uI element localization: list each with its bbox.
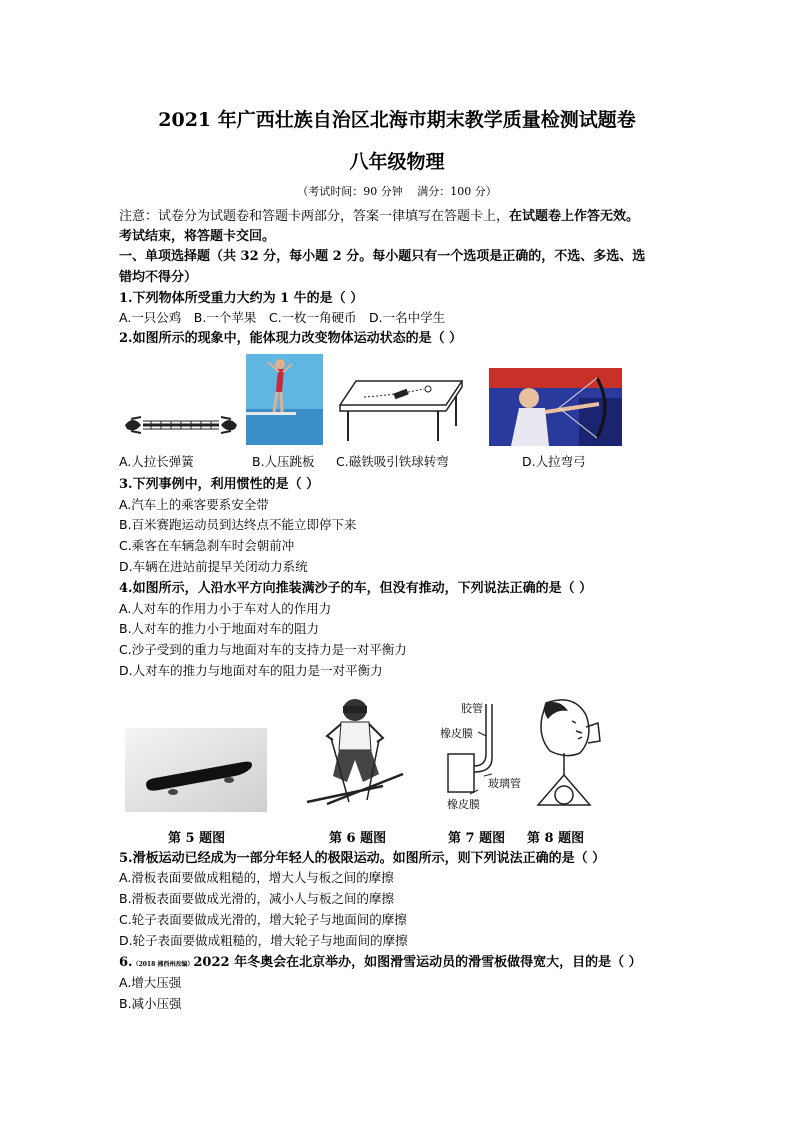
- q4-option-c: C.沙子受到的重力与地面对车的支持力是一对平衡力: [119, 642, 407, 657]
- q6-stem: 2022 年冬奥会在北京举办，如图滑雪运动员的滑雪板做得宽大，目的是（ ）: [193, 955, 642, 970]
- section-heading-line-2: 错均不得分）: [119, 270, 198, 285]
- q5-option-d: D.轮子表面要做成粗糙的，增大轮子与地面间的摩擦: [119, 933, 408, 948]
- q3-option-c: C.乘客在车辆急刹车时会朝前冲: [119, 538, 295, 553]
- fig7-label-glass-tube: 玻璃管: [488, 777, 521, 790]
- q3-option-d: D.车辆在进站前提早关闭动力系统: [119, 559, 308, 574]
- fig7-label-hose: 胶管: [461, 702, 483, 715]
- q3-stem: 3.下列事例中，利用惯性的是（ ）: [119, 477, 320, 492]
- q3-option-b: B.百米赛跑运动员到达终点不能立即停下来: [119, 517, 357, 532]
- notice-line-1: [119, 205, 639, 224]
- q2-caption-d: D.人拉弯弓: [522, 454, 586, 469]
- q3-option-a: A.汽车上的乘客要系安全带: [119, 497, 269, 512]
- q4-option-b: B.人对车的推力小于地面对车的阻力: [119, 621, 320, 636]
- section-heading-line-1: 一、单项选择题（共 32 分，每小题 2 分。每小题只有一个选项是正确的，不选、多选、选: [119, 249, 646, 264]
- q4-option-d: D.人对车的推力与地面对车的阻力是一对平衡力: [119, 663, 383, 678]
- q2-caption-b: B.人压跳板: [252, 454, 315, 469]
- fig5-caption: 第 5 题图: [168, 831, 226, 846]
- q6-option-a: A.增大压强: [119, 975, 182, 990]
- fig7-label-membrane-top: 橡皮膜: [440, 727, 473, 740]
- q5-option-c: C.轮子表面要做成光滑的，增大轮子与地面间的摩擦: [119, 912, 407, 927]
- q5-option-b: B.滑板表面要做成光滑的，减小人与板之间的摩擦: [119, 891, 395, 906]
- fig7-caption: 第 7 题图: [448, 831, 506, 846]
- magnet-ball-figure: [336, 371, 468, 445]
- q6-number: 6.: [119, 955, 133, 970]
- q4-option-a: A.人对车的作用力小于车对人的作用力: [119, 601, 332, 616]
- q6-source-tag: （2018 湘西州改编）: [132, 961, 194, 968]
- exam-subtitle: 八年级物理: [349, 151, 445, 173]
- q1-options: A.一只公鸡 B.一个苹果 C.一枚一角硬币 D.一名中学生: [119, 310, 446, 325]
- fig6-caption: 第 6 题图: [329, 831, 387, 846]
- notice-text: 注意：试卷分为试题卷和答题卡两部分，答案一律填写在答题卡上，: [119, 209, 510, 224]
- skateboard-figure: [125, 728, 267, 812]
- notice-line-2: 考试结束，将答题卡交回。: [119, 229, 276, 244]
- bow-pull-figure: [489, 368, 622, 446]
- exam-title: 2021 年广西壮族自治区北海市期末教学质量检测试题卷: [158, 109, 636, 131]
- notice-emphasis: 在试题卷上作答无效。: [509, 209, 640, 224]
- skier-figure: [303, 690, 407, 807]
- q5-stem: 5.滑板运动已经成为一部分年轻人的极限运动。如图所示，则下列说法正确的是（ ）: [119, 851, 606, 866]
- q2-caption-c: C.磁铁吸引铁球转弯: [336, 454, 449, 469]
- q4-stem: 4.如图所示，人沿水平方向推装满沙子的车，但没有推动，下列说法正确的是（ ）: [119, 581, 593, 596]
- fig7-label-membrane-bottom: 橡皮膜: [447, 798, 480, 811]
- q6-stem-line: [119, 951, 642, 970]
- diving-board-figure: [246, 354, 323, 445]
- spring-pull-figure: [121, 405, 241, 445]
- exam-time-note: （考试时间：90 分钟 满分：100 分）: [297, 185, 497, 198]
- q5-option-a: A.滑板表面要做成粗糙的，增大人与板之间的摩擦: [119, 870, 394, 885]
- fig8-caption: 第 8 题图: [527, 831, 585, 846]
- funnel-ball-figure: [524, 697, 604, 811]
- q6-option-b: B.减小压强: [119, 996, 182, 1011]
- q1-stem: 1.下列物体所受重力大约为 1 牛的是（ ）: [119, 291, 364, 306]
- q2-caption-a: A.人拉长弹簧: [119, 454, 194, 469]
- q2-stem: 2.如图所示的现象中，能体现力改变物体运动状态的是（ ）: [119, 331, 463, 346]
